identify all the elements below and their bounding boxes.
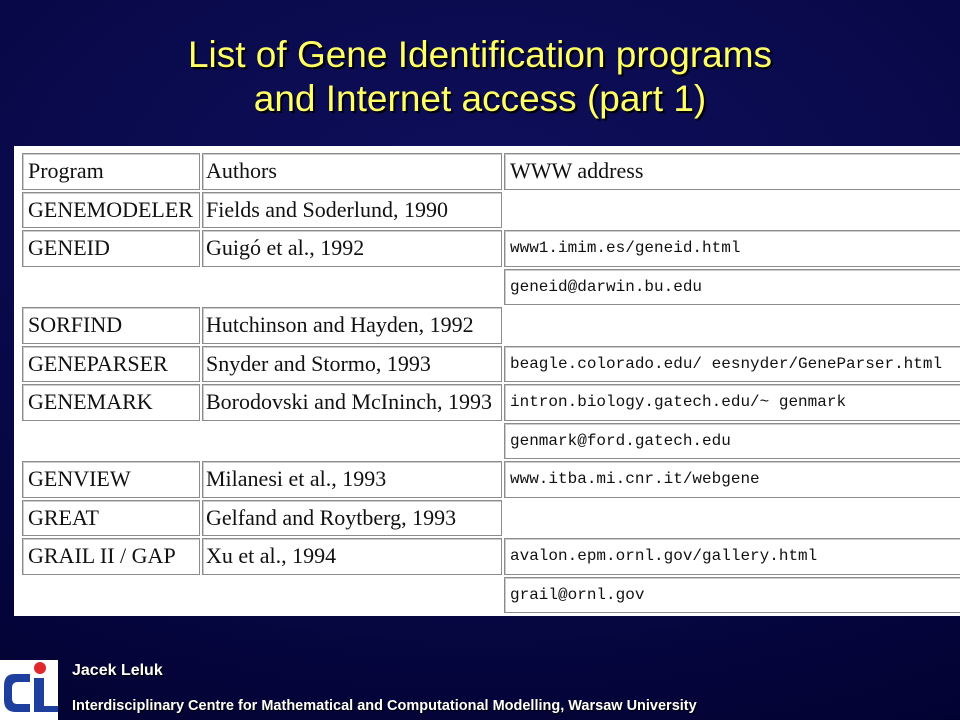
cell-www-address: intron.biology.gatech.edu/~ genmark <box>504 384 960 421</box>
empty-cell <box>22 577 200 614</box>
slide-title <box>0 33 960 121</box>
empty-cell <box>202 577 502 614</box>
footer-author: Jacek Leluk <box>72 662 163 679</box>
cell-www-address: genmark@ford.gatech.edu <box>504 423 960 460</box>
empty-cell <box>504 192 960 229</box>
empty-cell <box>202 269 502 306</box>
cell-program: GENEMODELER <box>22 192 200 229</box>
cell-authors: Hutchinson and Hayden, 1992 <box>202 307 502 344</box>
cell-authors: Snyder and Stormo, 1993 <box>202 346 502 383</box>
header-www-address: WWW address <box>504 153 960 190</box>
icm-logo-icon <box>0 660 60 720</box>
cell-program: GENVIEW <box>22 461 200 498</box>
cell-authors: Guigó et al., 1992 <box>202 230 502 267</box>
footer-affiliation: Interdisciplinary Centre for Mathematical and Computational Modelling, Warsaw University <box>72 698 697 714</box>
table-panel <box>14 146 960 616</box>
header-program: Program <box>22 153 200 190</box>
cell-www-address: beagle.colorado.edu/ eesnyder/GeneParser.html <box>504 346 960 383</box>
cell-authors: Gelfand and Roytberg, 1993 <box>202 500 502 537</box>
cell-www-address: www.itba.mi.cnr.it/webgene <box>504 461 960 498</box>
cell-program: SORFIND <box>22 307 200 344</box>
cell-www-address: grail@ornl.gov <box>504 577 960 614</box>
cell-authors: Xu et al., 1994 <box>202 538 502 575</box>
cell-www-address: geneid@darwin.bu.edu <box>504 269 960 306</box>
empty-cell <box>504 500 960 537</box>
header-authors: Authors <box>202 153 502 190</box>
cell-program: GREAT <box>22 500 200 537</box>
cell-authors: Borodovski and McIninch, 1993 <box>202 384 502 421</box>
empty-cell <box>504 307 960 344</box>
title-line-1: List of Gene Identification programs <box>187 34 773 75</box>
cell-www-address: www1.imim.es/geneid.html <box>504 230 960 267</box>
empty-cell <box>22 423 200 460</box>
gene-programs-table <box>22 153 960 613</box>
cell-program: GENEID <box>22 230 200 267</box>
logo-base-bar <box>34 706 58 712</box>
cell-program: GRAIL II / GAP <box>22 538 200 575</box>
logo-red-dot <box>34 662 46 674</box>
cell-www-address: avalon.epm.ornl.gov/gallery.html <box>504 538 960 575</box>
empty-cell <box>22 269 200 306</box>
cell-program: GENEPARSER <box>22 346 200 383</box>
cell-authors: Milanesi et al., 1993 <box>202 461 502 498</box>
empty-cell <box>202 423 502 460</box>
cell-program: GENEMARK <box>22 384 200 421</box>
title-line-2: and Internet access (part 1) <box>253 78 707 119</box>
cell-authors: Fields and Soderlund, 1990 <box>202 192 502 229</box>
